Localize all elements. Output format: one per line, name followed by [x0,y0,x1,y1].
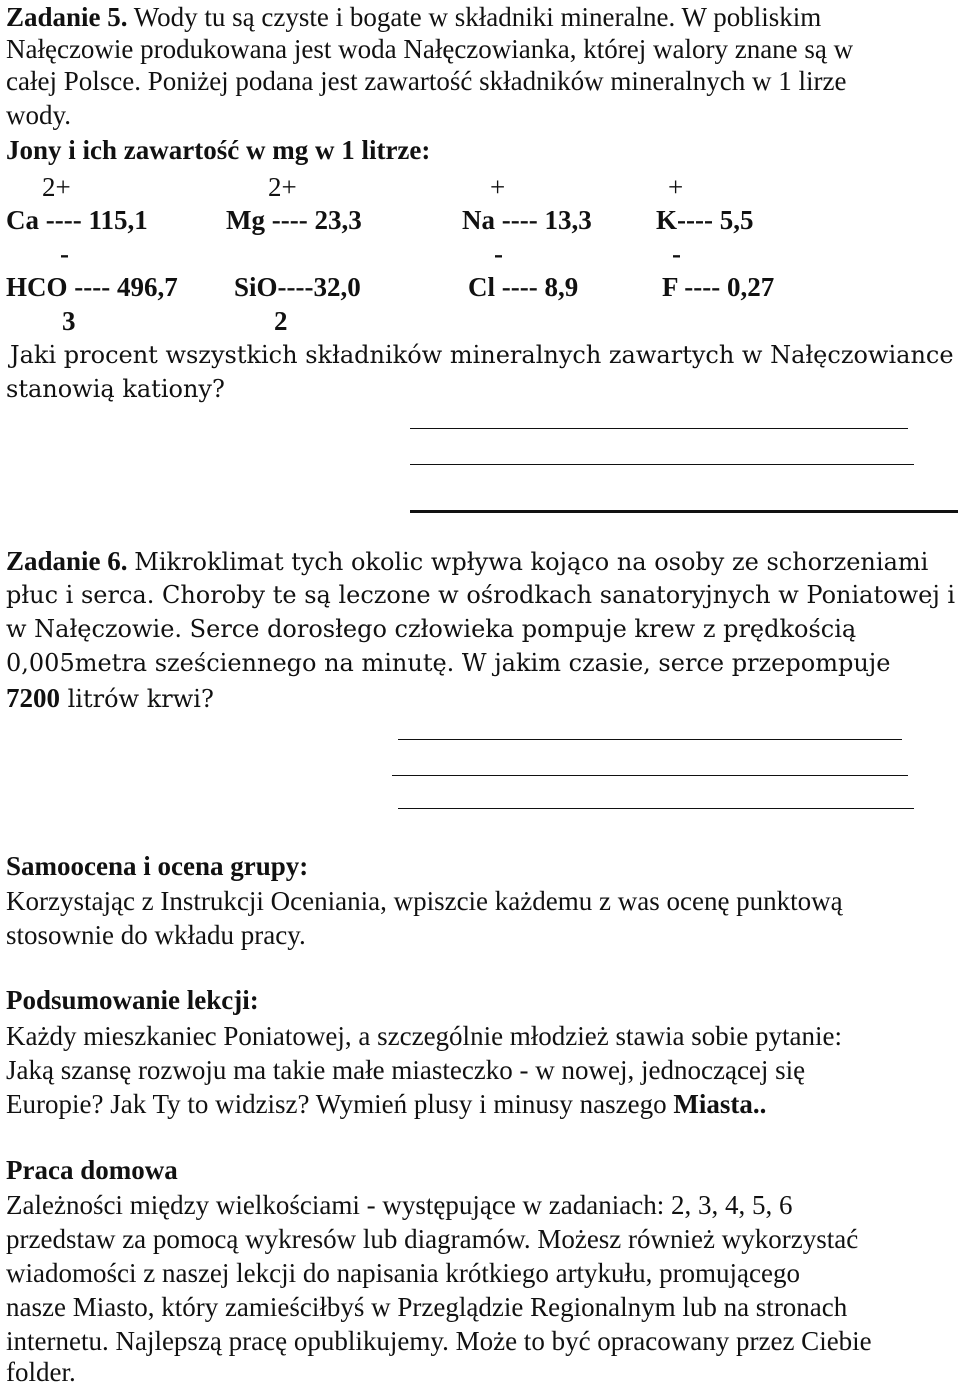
homework-text: nasze Miasto, który zamieściłbyś w Przeglądzie Regionalnym lub na stronach [6,1292,848,1322]
ion-charge: + [668,172,684,202]
ion-charge: - [60,239,69,269]
homework-text: folder. [6,1357,76,1387]
ion-subscript: 3 [62,306,76,336]
homework-text: przedstaw za pomocą wykresów lub diagramów. Możesz również wykorzystać [6,1224,859,1254]
summary-text: Jaką szansę rozwoju ma takie małe miasteczko - w nowej, jednoczącej się [6,1055,806,1085]
task5-question: Jaki procent wszystkich składników mineralnych zawartych w Nałęczowiance [10,341,954,369]
task6-text: litrów krwi? [60,685,214,713]
summary-title: Podsumowanie lekcji: [6,985,259,1015]
task5-text: Nałęczowie produkowana jest woda Nałęczowianka, której walory znane są w [6,34,854,64]
ion-subscript: 2 [274,306,288,336]
ion-charge: - [672,239,681,269]
homework-text: Zależności między wielkościami - występujące w zadaniach: 2, 3, 4, 5, 6 [6,1190,793,1220]
ion-value: K---- 5,5 [656,205,754,235]
ion-charge: 2+ [42,172,71,202]
task5-text: całej Polsce. Poniżej podana jest zawartość składników mineralnych w 1 lirze [6,66,847,96]
summary-city: Miasta. [673,1089,760,1119]
task5-text: Wody tu są czyste i bogate w składniki mineralne. W pobliskim [133,2,822,32]
task5-title: Zadanie 5. [6,2,128,32]
self-assessment-text: stosownie do wkładu pracy. [6,920,306,950]
task5-text: wody. [6,100,71,130]
ion-charge: + [490,172,506,202]
task5-line1 [6,0,821,34]
summary-period: . [759,1089,767,1119]
self-assessment-text: Korzystając z Instrukcji Oceniania, wpiszcie każdemu z was ocenę punktową [6,886,843,916]
ions-heading: Jony i ich zawartość w mg w 1 litrze: [6,135,431,165]
ion-value: SiO----32,0 [234,272,361,302]
task6-title: Zadanie 6. [6,546,128,576]
answer-line[interactable] [398,808,914,809]
answer-line[interactable] [458,464,914,465]
homework-text: wiadomości z naszej lekcji do napisania krótkiego artykułu, promującego [6,1258,801,1288]
summary-line3 [6,1087,766,1121]
ion-charge: 2+ [268,172,297,202]
task6-line5 [6,681,214,716]
summary-text: Europie? Jak Ty to widzisz? Wymień plusy i minusy naszego [6,1089,674,1119]
section-divider [410,510,958,513]
ion-value: Na ---- 13,3 [462,205,592,235]
answer-line[interactable] [470,428,908,429]
summary-text: Każdy mieszkaniec Poniatowej, a szczególnie młodzież stawia sobie pytanie: [6,1021,842,1051]
homework-title: Praca domowa [6,1155,178,1185]
homework-text: internetu. Najlepszą pracę opublikujemy. Może to być opracowany przez Ciebie [6,1326,872,1356]
ion-value: Mg ---- 23,3 [226,205,362,235]
task6-line1 [6,544,928,579]
answer-line[interactable] [392,775,908,776]
task6-text: Mikroklimat tych okolic wpływa kojąco na osoby ze schorzeniami [134,548,929,576]
task6-text: w Nałęczowie. Serce dorosłego człowieka pompuje krew z prędkością [6,615,857,643]
task6-volume: 7200 [6,683,60,713]
ion-value: F ---- 0,27 [662,272,775,302]
ion-charge: - [494,239,503,269]
ion-value: HCO ---- 496,7 [6,272,178,302]
task6-text: płuc i serca. Choroby te są leczone w ośrodkach sanatoryjnych w Poniatowej i [6,581,956,609]
ion-value: Ca ---- 115,1 [6,205,148,235]
ion-value: Cl ---- 8,9 [468,272,579,302]
task5-question: stanowią kationy? [6,375,225,403]
task6-text: 0,005metra sześciennego na minutę. W jakim czasie, serce przepompuje [6,649,891,677]
self-assessment-title: Samoocena i ocena grupy: [6,851,309,881]
answer-line[interactable] [398,739,902,740]
